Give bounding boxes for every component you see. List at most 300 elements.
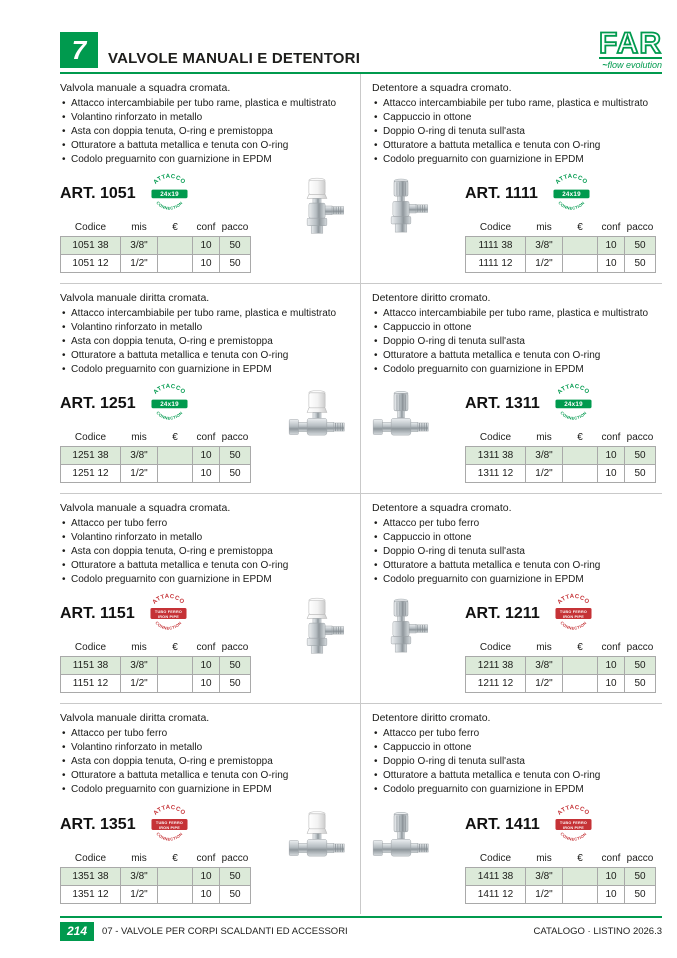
valve-photo [288, 797, 346, 877]
table-row [466, 255, 656, 273]
attacco-badge [146, 801, 193, 848]
table-cell: 3/8" [526, 868, 563, 886]
column-header: conf [601, 432, 621, 443]
product-block [60, 590, 346, 693]
table-cell: 50 [625, 465, 656, 483]
table-cell: 1411 12 [466, 886, 526, 904]
attacco-badge [146, 170, 193, 217]
table-cell [563, 675, 598, 693]
table-row [466, 657, 656, 675]
valve-image [372, 586, 430, 666]
table-cell: 3/8" [526, 447, 563, 465]
valve-photo [288, 166, 346, 246]
column-header: mis [536, 432, 552, 443]
badge-top-text: ATTACCO [152, 383, 186, 396]
product-block [60, 801, 346, 904]
table-cell: 1351 38 [61, 868, 121, 886]
product-section [60, 494, 361, 704]
badge-line2-text: IRON PIPE [562, 614, 584, 619]
feature-item: • Otturatore a battuta metallica e tenuta con O-ring [372, 559, 656, 573]
footer-section-label: 07 - VALVOLE PER CORPI SCALDANTI ED ACCESSORI [102, 926, 348, 937]
table-cell: 1111 38 [466, 237, 526, 255]
table-row [466, 886, 656, 904]
badge-line1-text: TUBO FERRO [559, 821, 587, 826]
products-grid [60, 74, 662, 914]
badge-top-text: ATTACCO [151, 593, 185, 606]
column-header: Codice [74, 642, 107, 653]
feature-list [372, 727, 656, 797]
feature-item: • Otturatore a battuta metallica e tenuta con O-ring [60, 769, 346, 783]
feature-item: • Otturatore a battuta metallica e tenuta con O-ring [60, 349, 346, 363]
column-header: conf [196, 222, 216, 233]
feature-item: • Otturatore a battuta metallica e tenuta con O-ring [60, 139, 346, 153]
table-header-row [61, 220, 251, 237]
table-cell: 10 [193, 237, 220, 255]
product-description-title: Detentore diritto cromato. [372, 292, 491, 304]
valve-image [372, 376, 430, 456]
column-header: mis [131, 222, 147, 233]
logo-swoosh-icon: ~ [602, 60, 608, 70]
table-cell: 10 [598, 886, 625, 904]
column-header: € [172, 432, 178, 443]
art-number: ART. 1251 [60, 394, 136, 412]
feature-item: • Attacco per tubo ferro [60, 727, 346, 741]
column-header: Codice [74, 222, 107, 233]
table-cell: 50 [625, 675, 656, 693]
badge-line2-text: IRON PIPE [157, 614, 179, 619]
table-cell: 10 [598, 675, 625, 693]
table-cell: 50 [625, 886, 656, 904]
table-cell: 50 [220, 237, 251, 255]
badge-top-text: ATTACCO [556, 383, 590, 396]
column-header: € [577, 642, 583, 653]
badge-line1-text: 24x19 [159, 401, 179, 409]
table-cell: 1111 12 [466, 255, 526, 273]
table-cell [563, 237, 598, 255]
column-header: Codice [479, 432, 512, 443]
footer-catalog-label: CATALOGO · LISTINO 2026.3 [533, 926, 662, 937]
feature-item: • Volantino rinforzato in metallo [60, 741, 346, 755]
feature-item: • Otturatore a battuta metallica e tenuta con O-ring [372, 349, 656, 363]
feature-item: • Volantino rinforzato in metallo [60, 111, 346, 125]
feature-item: • Cappuccio in ottone [372, 321, 656, 335]
table-cell: 10 [193, 255, 220, 273]
feature-item: • Attacco intercambiabile per tubo rame, plastica e multistrato [60, 97, 346, 111]
price-table [60, 640, 251, 693]
table-cell: 1251 38 [61, 447, 121, 465]
table-cell: 10 [598, 868, 625, 886]
table-cell: 10 [598, 447, 625, 465]
table-cell: 50 [625, 868, 656, 886]
table-cell: 3/8" [526, 657, 563, 675]
feature-item: • Otturatore a battuta metallica e tenuta con O-ring [60, 559, 346, 573]
table-cell: 50 [625, 237, 656, 255]
badge-bottom-text: CONNECTION [559, 410, 588, 421]
valve-image [372, 166, 430, 246]
product-info [60, 380, 251, 483]
table-cell: 1/2" [121, 255, 158, 273]
feature-item: • Codolo preguarnito con guarnizione in EPDM [372, 153, 656, 167]
table-cell: 1051 12 [61, 255, 121, 273]
feature-item: • Attacco intercambiabile per tubo rame, plastica e multistrato [372, 97, 656, 111]
feature-item: • Codolo preguarnito con guarnizione in EPDM [60, 363, 346, 377]
table-row [61, 447, 251, 465]
table-cell: 10 [193, 657, 220, 675]
table-cell [563, 868, 598, 886]
table-cell: 1151 38 [61, 657, 121, 675]
feature-item: • Doppio O-ring di tenuta sull'asta [372, 755, 656, 769]
feature-list [60, 727, 346, 797]
table-cell: 1/2" [526, 465, 563, 483]
column-header: pacco [221, 853, 249, 864]
column-header: pacco [626, 222, 654, 233]
table-cell: 1411 38 [466, 868, 526, 886]
table-cell: 10 [598, 237, 625, 255]
table-row [61, 237, 251, 255]
table-cell [158, 868, 193, 886]
table-row [466, 675, 656, 693]
column-header: Codice [74, 853, 107, 864]
column-header: Codice [479, 222, 512, 233]
badge-line2-text: IRON PIPE [158, 825, 180, 830]
table-cell: 1/2" [526, 255, 563, 273]
product-section [60, 284, 361, 494]
badge-bottom-text: CONNECTION [154, 410, 184, 421]
table-cell [158, 886, 193, 904]
chapter-number-box [60, 32, 98, 68]
table-cell: 1/2" [526, 675, 563, 693]
feature-item: • Volantino rinforzato in metallo [60, 321, 346, 335]
product-description-title: Valvola manuale diritta cromata. [60, 292, 210, 304]
price-table [465, 640, 656, 693]
badge-line1-text: TUBO FERRO [559, 610, 587, 615]
far-logo-text: FAR [599, 26, 662, 60]
table-cell: 50 [220, 255, 251, 273]
table-row [61, 675, 251, 693]
product-info [60, 170, 251, 273]
table-header-row [61, 640, 251, 657]
table-cell [563, 447, 598, 465]
feature-item: • Codolo preguarnito con guarnizione in EPDM [60, 573, 346, 587]
feature-item: • Attacco per tubo ferro [372, 727, 656, 741]
table-cell: 3/8" [121, 868, 158, 886]
table-cell: 10 [193, 868, 220, 886]
art-number: ART. 1151 [60, 604, 135, 622]
price-table [60, 851, 251, 904]
table-cell [563, 465, 598, 483]
product-section [361, 704, 662, 914]
valve-image [288, 586, 346, 666]
column-header: conf [601, 853, 621, 864]
table-cell [158, 237, 193, 255]
product-info [465, 170, 656, 273]
art-number: ART. 1351 [60, 815, 136, 833]
table-header-row [61, 430, 251, 447]
column-header: mis [131, 853, 147, 864]
product-description-title: Detentore diritto cromato. [372, 712, 491, 724]
badge-line1-text: TUBO FERRO [154, 610, 182, 615]
column-header: mis [131, 642, 147, 653]
column-header: € [172, 853, 178, 864]
far-logo-tagline [599, 61, 662, 70]
table-cell: 10 [598, 255, 625, 273]
attacco-badge [548, 170, 595, 217]
table-header-row [466, 430, 656, 447]
feature-list [60, 97, 346, 167]
product-description-title: Detentore a squadra cromato. [372, 502, 512, 514]
column-header: mis [536, 853, 552, 864]
product-info [465, 590, 656, 693]
column-header: pacco [626, 853, 654, 864]
table-cell: 1211 12 [466, 675, 526, 693]
column-header: € [577, 853, 583, 864]
column-header: Codice [479, 853, 512, 864]
table-cell: 50 [220, 886, 251, 904]
feature-item: • Doppio O-ring di tenuta sull'asta [372, 125, 656, 139]
table-cell: 1251 12 [61, 465, 121, 483]
table-cell: 3/8" [121, 237, 158, 255]
table-row [61, 465, 251, 483]
feature-item: • Asta con doppia tenuta, O-ring e premistoppa [60, 545, 346, 559]
product-section [361, 74, 662, 284]
table-cell: 10 [193, 886, 220, 904]
feature-list [372, 307, 656, 377]
page-footer [60, 916, 662, 941]
badge-line1-text: 24x19 [159, 191, 179, 199]
column-header: pacco [221, 432, 249, 443]
feature-item: • Volantino rinforzato in metallo [60, 531, 346, 545]
feature-item: • Cappuccio in ottone [372, 111, 656, 125]
feature-list [60, 517, 346, 587]
table-cell: 1311 38 [466, 447, 526, 465]
art-number: ART. 1411 [465, 815, 540, 833]
feature-item: • Attacco per tubo ferro [60, 517, 346, 531]
feature-item: • Codolo preguarnito con guarnizione in EPDM [60, 783, 346, 797]
column-header: Codice [479, 642, 512, 653]
table-cell: 50 [220, 447, 251, 465]
badge-bottom-text: CONNECTION [154, 620, 183, 631]
feature-item: • Asta con doppia tenuta, O-ring e premistoppa [60, 335, 346, 349]
table-row [466, 447, 656, 465]
table-row [466, 868, 656, 886]
badge-top-text: ATTACCO [152, 804, 186, 817]
column-header: € [172, 222, 178, 233]
product-info [465, 380, 656, 483]
table-cell: 3/8" [121, 657, 158, 675]
column-header: pacco [221, 642, 249, 653]
feature-item: • Codolo preguarnito con guarnizione in EPDM [60, 153, 346, 167]
attacco-badge [145, 590, 192, 637]
table-cell: 1/2" [121, 675, 158, 693]
table-cell: 3/8" [526, 237, 563, 255]
table-cell: 1051 38 [61, 237, 121, 255]
table-cell [158, 255, 193, 273]
table-cell [158, 675, 193, 693]
feature-item: • Asta con doppia tenuta, O-ring e premistoppa [60, 755, 346, 769]
column-header: € [577, 222, 583, 233]
table-cell: 10 [193, 675, 220, 693]
page-number: 214 [60, 922, 94, 941]
badge-bottom-text: CONNECTION [154, 831, 184, 842]
table-cell: 10 [193, 465, 220, 483]
column-header: conf [196, 642, 216, 653]
table-cell [158, 657, 193, 675]
table-cell [158, 447, 193, 465]
feature-item: • Codolo preguarnito con guarnizione in EPDM [372, 573, 656, 587]
feature-item: • Doppio O-ring di tenuta sull'asta [372, 335, 656, 349]
valve-image [288, 376, 346, 456]
badge-top-text: ATTACCO [152, 173, 186, 186]
table-cell: 1311 12 [466, 465, 526, 483]
feature-item: • Cappuccio in ottone [372, 531, 656, 545]
table-header-row [466, 851, 656, 868]
product-block [372, 801, 656, 904]
attacco-badge [550, 801, 597, 848]
feature-list [372, 97, 656, 167]
attacco-badge [146, 380, 193, 427]
badge-bottom-text: CONNECTION [559, 620, 588, 631]
art-number: ART. 1111 [465, 184, 538, 202]
valve-photo [288, 586, 346, 666]
badge-line2-text: IRON PIPE [562, 825, 584, 830]
attacco-badge [550, 590, 597, 637]
art-number: ART. 1311 [465, 394, 540, 412]
table-cell: 50 [220, 675, 251, 693]
feature-list [60, 307, 346, 377]
product-info [465, 801, 656, 904]
page-title: VALVOLE MANUALI E DETENTORI [108, 50, 361, 67]
column-header: mis [536, 642, 552, 653]
valve-photo [288, 376, 346, 456]
column-header: mis [131, 432, 147, 443]
column-header: pacco [626, 642, 654, 653]
table-row [61, 255, 251, 273]
table-cell: 50 [625, 657, 656, 675]
table-header-row [61, 851, 251, 868]
product-block [60, 170, 346, 273]
feature-item: • Cappuccio in ottone [372, 741, 656, 755]
table-cell: 1151 12 [61, 675, 121, 693]
table-cell: 1/2" [121, 886, 158, 904]
table-cell: 50 [220, 657, 251, 675]
feature-item: • Attacco intercambiabile per tubo rame, plastica e multistrato [372, 307, 656, 321]
table-row [466, 237, 656, 255]
price-table [60, 220, 251, 273]
product-section [361, 494, 662, 704]
feature-item: • Codolo preguarnito con guarnizione in EPDM [372, 363, 656, 377]
badge-line1-text: TUBO FERRO [155, 821, 183, 826]
badge-top-text: ATTACCO [556, 593, 590, 606]
table-cell: 1/2" [526, 886, 563, 904]
product-description-title: Valvola manuale diritta cromata. [60, 712, 210, 724]
badge-top-text: ATTACCO [554, 173, 589, 186]
price-table [465, 430, 656, 483]
price-table [60, 430, 251, 483]
feature-item: • Attacco intercambiabile per tubo rame, plastica e multistrato [60, 307, 346, 321]
badge-line1-text: 24x19 [563, 401, 583, 409]
table-cell: 50 [220, 465, 251, 483]
feature-item: • Codolo preguarnito con guarnizione in EPDM [372, 783, 656, 797]
art-number: ART. 1051 [60, 184, 136, 202]
column-header: € [172, 642, 178, 653]
product-description-title: Detentore a squadra cromato. [372, 82, 512, 94]
product-description-title: Valvola manuale a squadra cromata. [60, 82, 231, 94]
table-header-row [466, 640, 656, 657]
feature-item: • Otturatore a battuta metallica e tenuta con O-ring [372, 769, 656, 783]
column-header: mis [536, 222, 552, 233]
column-header: conf [601, 222, 621, 233]
table-cell [563, 886, 598, 904]
feature-item: • Doppio O-ring di tenuta sull'asta [372, 545, 656, 559]
column-header: conf [601, 642, 621, 653]
art-number: ART. 1211 [465, 604, 540, 622]
column-header: conf [196, 853, 216, 864]
badge-bottom-text: CONNECTION [559, 831, 588, 842]
feature-item: • Asta con doppia tenuta, O-ring e premistoppa [60, 125, 346, 139]
product-section [60, 74, 361, 284]
badge-bottom-text: CONNECTION [154, 200, 184, 211]
table-cell: 3/8" [121, 447, 158, 465]
chapter-number: 7 [71, 34, 87, 65]
feature-item: • Otturatore a battuta metallica e tenuta con O-ring [372, 139, 656, 153]
table-cell [158, 465, 193, 483]
product-info [60, 590, 251, 693]
valve-photo [372, 166, 430, 246]
feature-item: • Attacco per tubo ferro [372, 517, 656, 531]
table-row [61, 886, 251, 904]
product-section [60, 704, 361, 914]
badge-line1-text: 24x19 [562, 191, 581, 199]
valve-photo [372, 586, 430, 666]
badge-bottom-text: CONNECTION [557, 200, 586, 211]
table-cell: 10 [193, 447, 220, 465]
valve-photo [372, 376, 430, 456]
table-cell: 50 [220, 868, 251, 886]
table-cell [563, 255, 598, 273]
table-row [61, 868, 251, 886]
column-header: conf [196, 432, 216, 443]
table-row [61, 657, 251, 675]
table-cell: 10 [598, 465, 625, 483]
table-cell [563, 657, 598, 675]
table-cell: 50 [625, 447, 656, 465]
table-cell: 50 [625, 255, 656, 273]
product-section [361, 284, 662, 494]
product-block [60, 380, 346, 483]
product-description-title: Valvola manuale a squadra cromata. [60, 502, 231, 514]
attacco-badge [550, 380, 597, 427]
far-logo [599, 26, 662, 71]
table-row [466, 465, 656, 483]
product-info [60, 801, 251, 904]
price-table [465, 851, 656, 904]
valve-image [372, 797, 430, 877]
badge-top-text: ATTACCO [556, 804, 590, 817]
table-cell: 10 [598, 657, 625, 675]
page-header [60, 26, 662, 74]
table-cell: 1351 12 [61, 886, 121, 904]
valve-image [288, 797, 346, 877]
product-block [372, 380, 656, 483]
column-header: pacco [626, 432, 654, 443]
table-header-row [466, 220, 656, 237]
table-cell: 1211 38 [466, 657, 526, 675]
feature-list [372, 517, 656, 587]
logo-tagline-text: flow evolution [607, 60, 662, 70]
valve-photo [372, 797, 430, 877]
product-block [372, 590, 656, 693]
price-table [465, 220, 656, 273]
